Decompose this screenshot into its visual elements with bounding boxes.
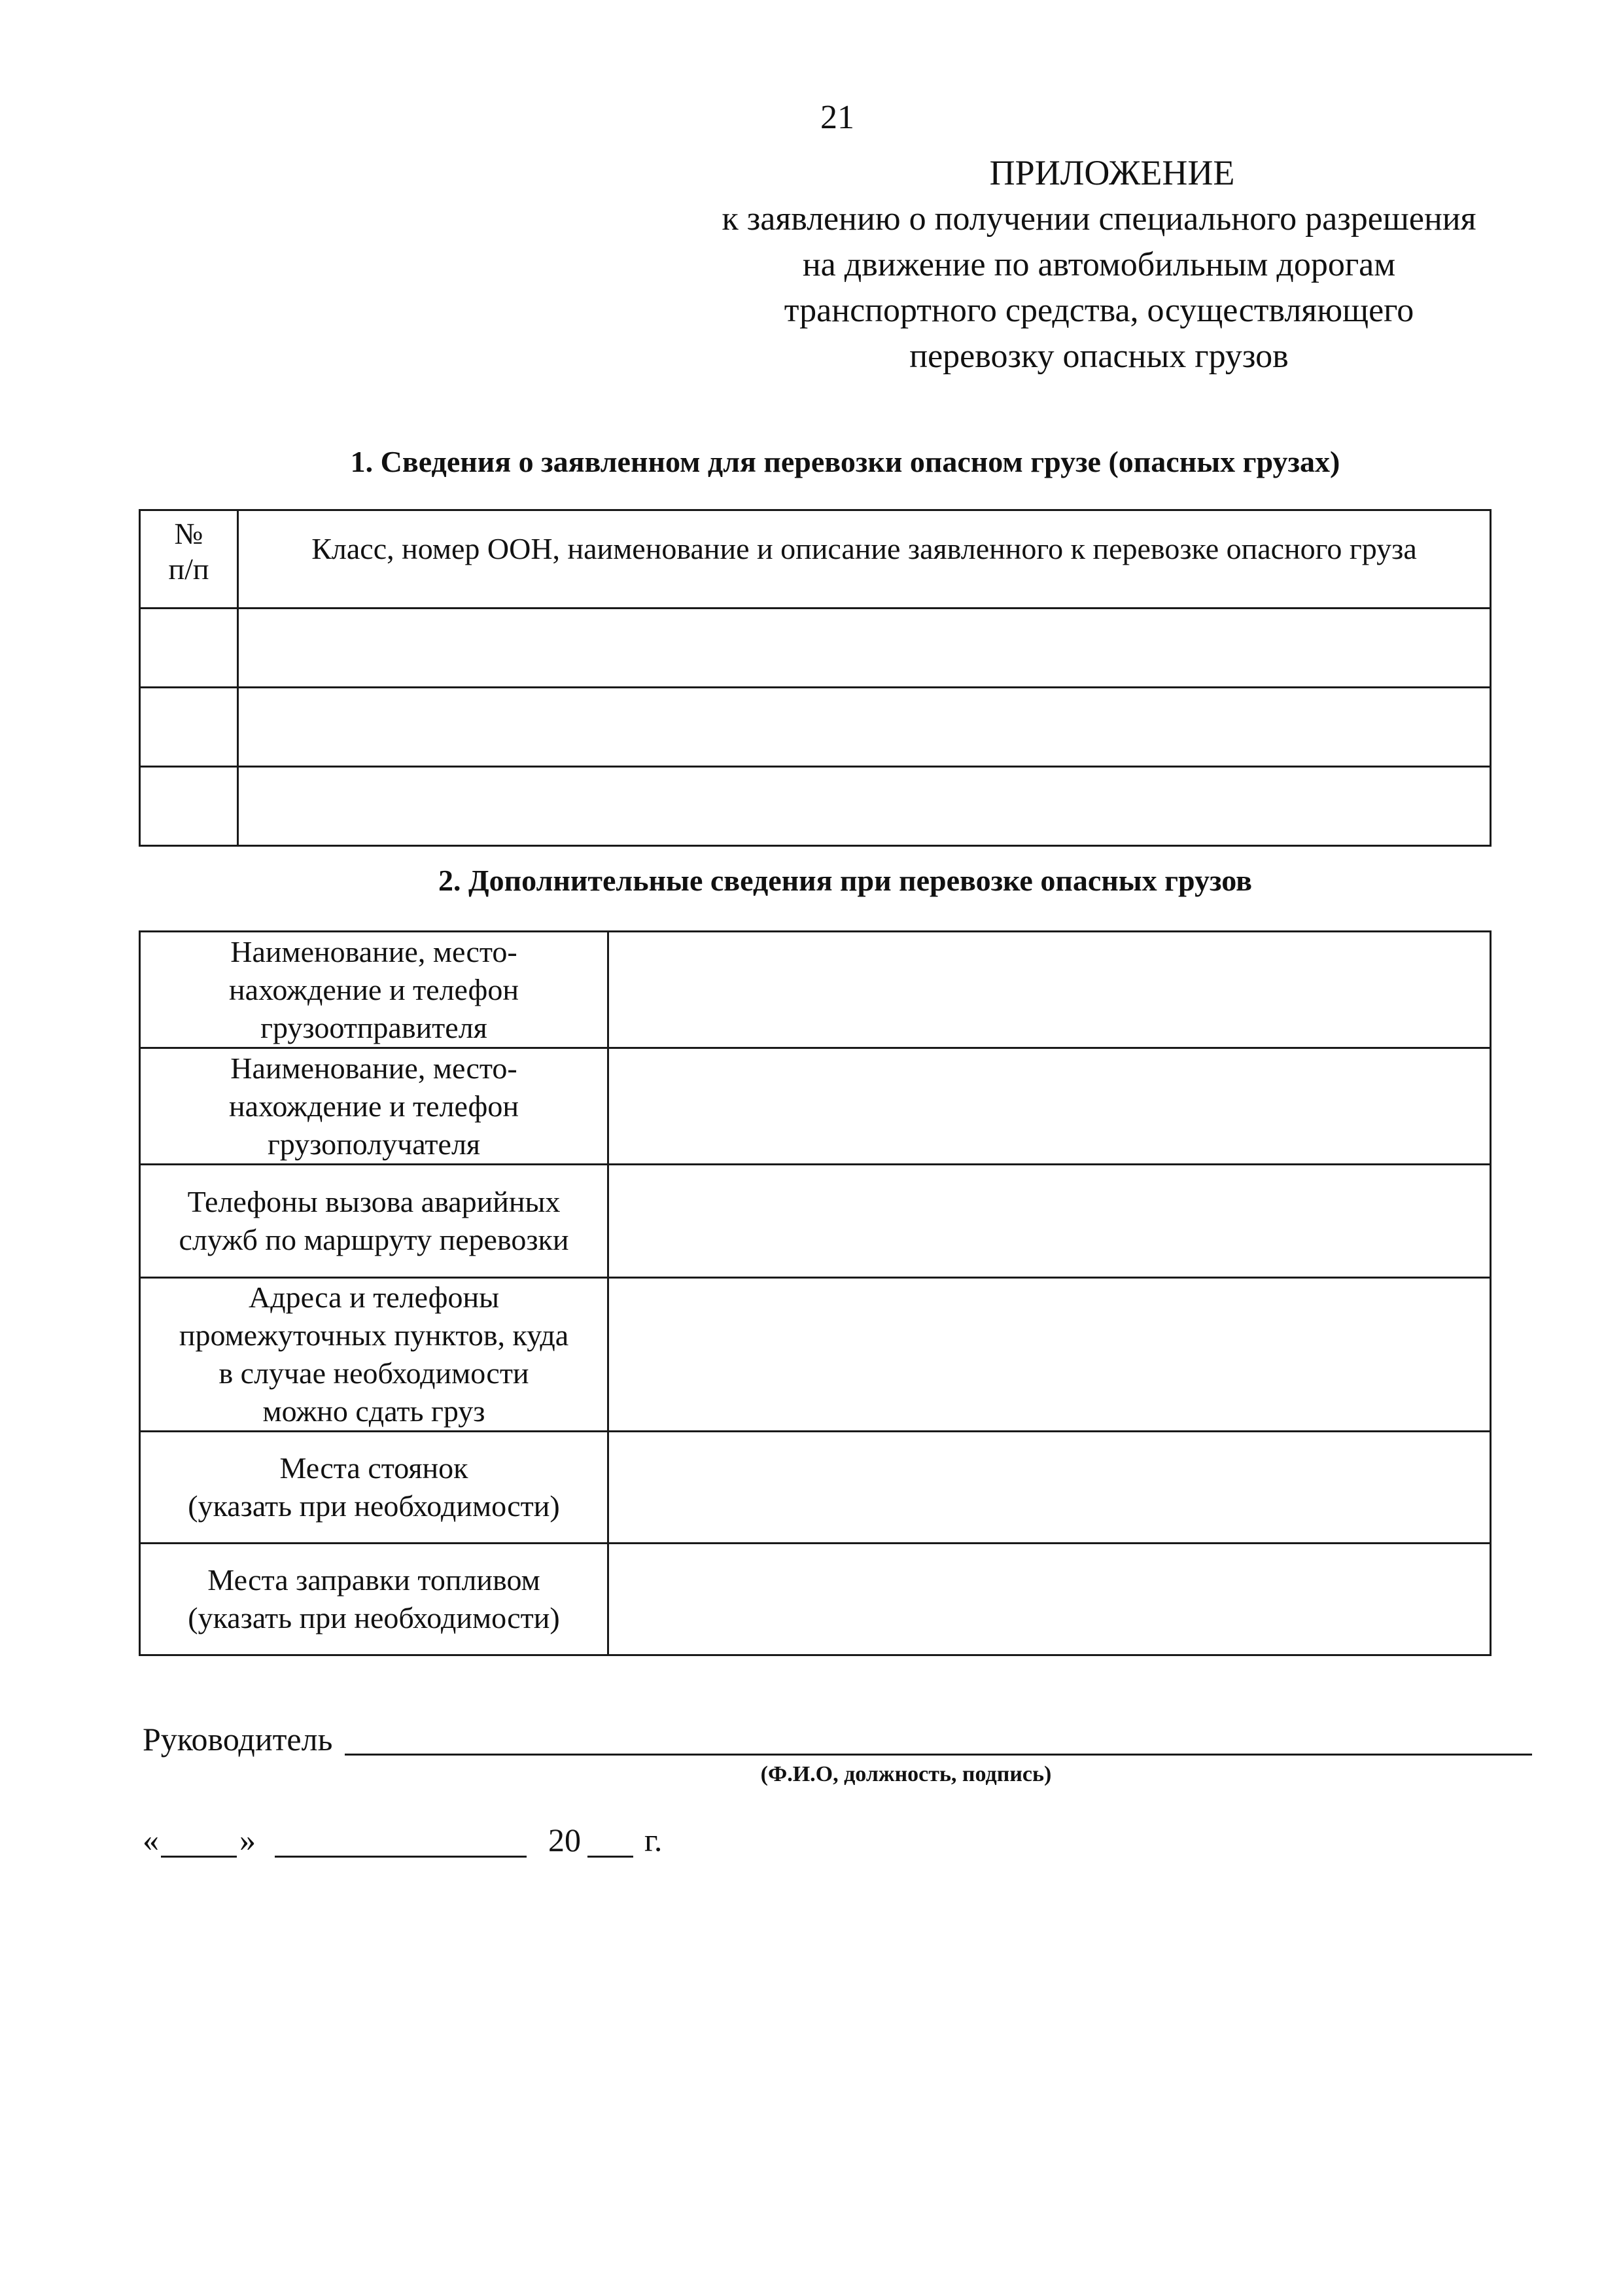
row-number-cell[interactable] xyxy=(140,609,238,688)
label-line: Места стоянок xyxy=(279,1451,468,1485)
number-header-abbrev: п/п xyxy=(168,552,209,586)
emergency-phones-value-cell[interactable] xyxy=(608,1165,1491,1278)
label-line: Телефоны вызова аварийных xyxy=(187,1185,561,1218)
refueling-places-value-cell[interactable] xyxy=(608,1544,1491,1655)
emergency-phones-label xyxy=(140,1165,608,1278)
date-month-field[interactable] xyxy=(275,1856,527,1858)
label-line: Места заправки топливом xyxy=(207,1563,540,1597)
signature-line[interactable] xyxy=(345,1754,1532,1756)
label-line: грузоотправителя xyxy=(260,1010,487,1044)
label-line: (указать при необходимости) xyxy=(188,1489,560,1523)
number-header-symbol: № xyxy=(174,517,203,550)
description-column-header: Класс, номер ООН, наименование и описание заявленного к перевозке опасного груза xyxy=(238,510,1491,609)
table-row xyxy=(140,1165,1491,1278)
cargo-table-header xyxy=(140,510,1491,609)
cargo-description-cell[interactable] xyxy=(238,609,1491,688)
label-line: нахождение и телефон xyxy=(229,972,519,1006)
number-column-header xyxy=(140,510,238,609)
label-line: нахождение и телефон xyxy=(229,1089,519,1123)
page-number: 21 xyxy=(820,99,854,136)
parking-places-label xyxy=(140,1432,608,1544)
date-open-quote: « xyxy=(143,1822,159,1858)
consignee-label xyxy=(140,1048,608,1165)
appendix-subtitle-line: к заявлению о получении специального разрешения xyxy=(722,200,1476,238)
date-year-suffix: г. xyxy=(644,1822,663,1858)
table-row xyxy=(140,932,1491,1048)
cargo-description-cell[interactable] xyxy=(238,688,1491,767)
cargo-description-cell[interactable] xyxy=(238,767,1491,846)
row-number-cell[interactable] xyxy=(140,688,238,767)
appendix-title: ПРИЛОЖЕНИЕ xyxy=(989,153,1235,192)
additional-info-table xyxy=(139,930,1492,1656)
appendix-subtitle xyxy=(641,196,1557,380)
section2-title: 2. Дополнительные сведения при перевозке опасных грузов xyxy=(438,864,1252,897)
date-year-field[interactable] xyxy=(587,1856,633,1858)
date-year-prefix: 20 xyxy=(548,1822,581,1858)
section1-title: 1. Сведения о заявленном для перевозки опасном грузе (опасных грузах) xyxy=(350,445,1340,478)
signature-hint: (Ф.И.О, должность, подпись) xyxy=(760,1762,1052,1786)
label-line: Наименование, место- xyxy=(230,1051,517,1085)
table-row xyxy=(140,1432,1491,1544)
consignee-value-cell[interactable] xyxy=(608,1048,1491,1165)
intermediate-points-label xyxy=(140,1278,608,1432)
label-line: грузополучателя xyxy=(267,1127,481,1161)
appendix-subtitle-line: на движение по автомобильным дорогам xyxy=(802,246,1396,283)
table-row xyxy=(140,688,1491,767)
label-line: Адреса и телефоны xyxy=(249,1280,499,1314)
appendix-subtitle-line: перевозку опасных грузов xyxy=(909,338,1289,375)
table-row xyxy=(140,609,1491,688)
row-number-cell[interactable] xyxy=(140,767,238,846)
appendix-subtitle-line: транспортного средства, осуществляющего xyxy=(784,292,1414,329)
refueling-places-label xyxy=(140,1544,608,1655)
table-row xyxy=(140,1048,1491,1165)
label-line: служб по маршруту перевозки xyxy=(179,1223,569,1256)
signature-label: Руководитель xyxy=(143,1721,333,1757)
label-line: в случае необходимости xyxy=(218,1356,529,1390)
table-row xyxy=(140,1544,1491,1655)
shipper-value-cell[interactable] xyxy=(608,932,1491,1048)
label-line: можно сдать груз xyxy=(262,1394,485,1428)
label-line: промежуточных пунктов, куда xyxy=(179,1318,569,1352)
date-day-field[interactable] xyxy=(161,1856,237,1858)
label-line: Наименование, место- xyxy=(230,934,517,968)
label-line: (указать при необходимости) xyxy=(188,1601,560,1634)
table-row xyxy=(140,767,1491,846)
date-close-quote: » xyxy=(239,1822,256,1858)
cargo-table xyxy=(139,509,1492,847)
shipper-label xyxy=(140,932,608,1048)
table-row xyxy=(140,1278,1491,1432)
intermediate-points-value-cell[interactable] xyxy=(608,1278,1491,1432)
parking-places-value-cell[interactable] xyxy=(608,1432,1491,1544)
